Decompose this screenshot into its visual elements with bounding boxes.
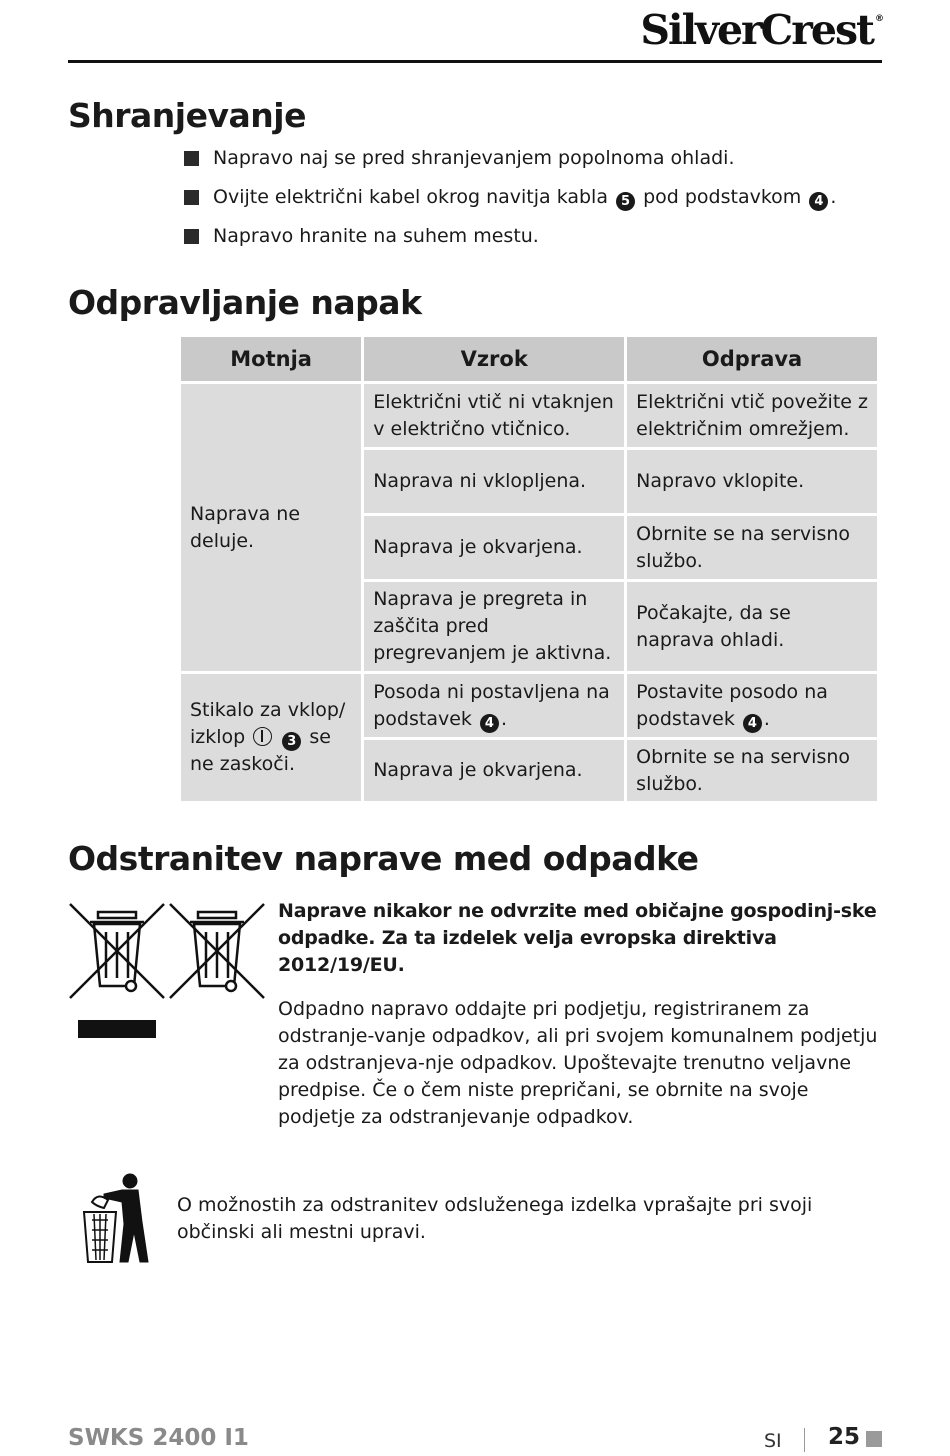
remedy-cell: Električni vtič povežite z električnim omrežjem.: [626, 383, 879, 449]
footer-divider: [804, 1428, 805, 1452]
list-item-text: pod podstavkom: [643, 186, 802, 208]
footer-square-icon: [866, 1431, 882, 1447]
cause-cell: Električni vtič ni vtaknjen v električno vtičnico.: [363, 383, 626, 449]
list-item: [184, 185, 836, 224]
recycle-person-icon: [78, 1172, 154, 1264]
crossed-bin-icon: [168, 902, 266, 1000]
list-item: [184, 146, 836, 185]
crossed-bin-icon: [68, 902, 166, 1000]
cause-cell: Naprava ni vklopljena.: [363, 449, 626, 515]
trademark-mark: ®: [875, 14, 882, 24]
list-item-text: Napravo hranite na suhem mestu.: [213, 225, 539, 247]
brand-name: SilverCrest: [640, 6, 873, 54]
disposal-title: Odstranitev naprave med odpadke: [68, 839, 699, 878]
table-header-row: [180, 336, 879, 383]
footer-language: SI: [764, 1430, 782, 1452]
header-rule: [68, 60, 882, 63]
bullet-square-icon: [184, 229, 199, 244]
table-row: [180, 673, 879, 739]
cause-cell: Naprava je pregreta in zaščita pred pregrevanjem je aktivna.: [363, 581, 626, 673]
cause-text: .: [500, 707, 507, 730]
table-row: [180, 383, 879, 449]
cause-cell: Naprava je okvarjena.: [363, 739, 626, 803]
remedy-text: .: [763, 707, 770, 730]
column-header: Odprava: [626, 336, 879, 383]
problem-text: se ne zaskoči.: [190, 726, 331, 775]
remedy-cell: Obrnite se na servisno službo.: [626, 515, 879, 581]
part-number-badge: 3: [282, 732, 301, 751]
troubleshoot-table: [178, 334, 880, 804]
bullet-square-icon: [184, 151, 199, 166]
cause-cell: [363, 673, 626, 739]
page-number: 25: [828, 1424, 861, 1450]
storage-title: Shranjevanje: [68, 96, 306, 135]
part-number-badge: 4: [743, 714, 762, 733]
problem-cell: Naprava ne deluje.: [180, 383, 363, 673]
cause-cell: Naprava je okvarjena.: [363, 515, 626, 581]
troubleshoot-title: Odpravljanje napak: [68, 283, 422, 322]
problem-text: Stikalo za vklop/ izklop: [190, 699, 346, 748]
cause-text: Posoda ni postavljena na podstavek: [373, 680, 610, 730]
disposal-warning: Naprave nikakor ne odvrzite med običajne gospodinj-ske odpadke. Za ta izdelek velja evropska direktiva 2012/19/EU.: [278, 900, 877, 976]
part-number-badge: 5: [616, 192, 635, 211]
list-item-text: Napravo naj se pred shranjevanjem popolnoma ohladi.: [213, 147, 735, 169]
brand-logo: [640, 6, 882, 54]
part-number-badge: 4: [480, 714, 499, 733]
remedy-text: Postavite posodo na podstavek: [636, 680, 828, 730]
list-item-text: .: [830, 186, 837, 208]
remedy-cell: Napravo vklopite.: [626, 449, 879, 515]
column-header: Motnja: [180, 336, 363, 383]
remedy-cell: [626, 673, 879, 739]
bullet-square-icon: [184, 190, 199, 205]
list-item: [184, 224, 836, 263]
problem-cell: [180, 673, 363, 803]
disposal-body: Odpadno napravo oddajte pri podjetju, registriranem za odstranje-vanje odpadkov, ali pri svojem komunalnem podjetju za odstranjeva-nje odpadkov. Upoštevajte trenutno veljavne predpise. Če o čem niste prepričani, se obrnite na svoje podjetje za odstranjevanje odpadkov.: [278, 998, 878, 1128]
storage-list: [184, 146, 836, 263]
power-symbol-icon: [253, 727, 272, 746]
footer-model: SWKS 2400 I1: [68, 1425, 249, 1451]
part-number-badge: 4: [809, 192, 828, 211]
list-item-text: Ovijte električni kabel okrog navitja kabla: [213, 186, 608, 208]
remedy-cell: Obrnite se na servisno službo.: [626, 739, 879, 803]
municipal-note: O možnostih za odstranitev odsluženega izdelka vprašajte pri svoji občinski ali mestni upravi.: [177, 1194, 813, 1243]
black-bar-icon: [78, 1020, 156, 1038]
remedy-cell: Počakajte, da se naprava ohladi.: [626, 581, 879, 673]
column-header: Vzrok: [363, 336, 626, 383]
